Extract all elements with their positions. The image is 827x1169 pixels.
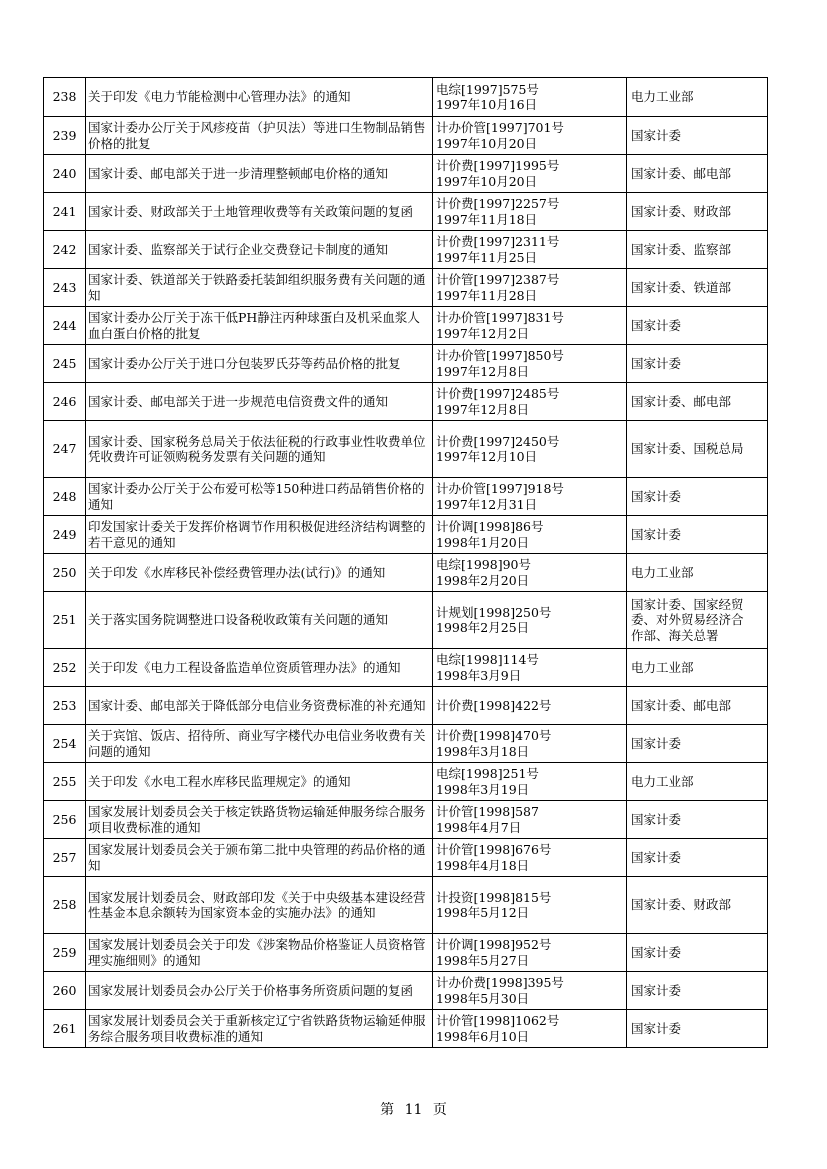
document-number: 计价费[1998]422号: [436, 697, 552, 713]
table-row: [44, 934, 768, 972]
table-row: [44, 839, 768, 877]
document-number-cell: [433, 1010, 627, 1048]
row-number: 255: [44, 763, 86, 801]
issuing-authority-cell: [627, 155, 768, 193]
document-title: 关于印发《水库移民补偿经费管理办法(试行)》的通知: [86, 554, 433, 592]
table-row: [44, 193, 768, 231]
document-title: 关于印发《电力工程设备监造单位资质管理办法》的通知: [86, 649, 433, 687]
issuing-authority-cell: [627, 649, 768, 687]
issue-date: 1998年2月25日: [436, 620, 530, 635]
document-number-cell: [433, 516, 627, 554]
row-number: 245: [44, 345, 86, 383]
issuing-authority: 国家计委、邮电部: [631, 165, 732, 181]
issue-date: 1998年3月9日: [436, 667, 522, 683]
table-row: [44, 801, 768, 839]
issuing-authority: 国家计委: [631, 317, 682, 333]
document-number: 计价费[1997]2485号: [436, 386, 560, 401]
issuing-authority: 国家计委: [631, 735, 682, 751]
issuing-authority-cell: [627, 687, 768, 725]
document-number: 计价管[1998]1062号: [436, 1013, 560, 1028]
document-number: 计价费[1997]2257号: [436, 196, 560, 211]
document-number: 计投资[1998]815号: [436, 889, 552, 905]
page-label-prefix: 第: [380, 1102, 395, 1118]
issue-date: 1997年11月28日: [436, 287, 538, 303]
issuing-authority-cell: [627, 839, 768, 877]
table-row: [44, 877, 768, 934]
document-number-cell: [433, 421, 627, 478]
document-number: 计办价管[1997]831号: [436, 310, 564, 325]
issue-date: 1997年10月20日: [436, 135, 538, 151]
issuing-authority-cell: [627, 117, 768, 155]
row-number: 242: [44, 231, 86, 269]
issuing-authority: 国家计委、铁道部: [631, 279, 732, 295]
row-number: 261: [44, 1010, 86, 1048]
issuing-authority-cell: [627, 1010, 768, 1048]
document-title: 国家计委、邮电部关于进一步规范电信资费文件的通知: [86, 383, 433, 421]
issuing-authority-cell: [627, 554, 768, 592]
row-number: 244: [44, 307, 86, 345]
document-title: 关于印发《水电工程水库移民监理规定》的通知: [86, 763, 433, 801]
issuing-authority: 电力工业部: [631, 659, 694, 675]
document-number: 计价管[1997]2387号: [436, 272, 560, 287]
document-number: 电综[1998]251号: [436, 766, 539, 781]
document-table: [43, 77, 768, 1048]
issue-date: 1997年12月31日: [436, 496, 538, 512]
document-number-cell: [433, 839, 627, 877]
issue-date: 1997年12月2日: [436, 325, 530, 341]
issue-date: 1998年4月7日: [436, 819, 522, 835]
row-number: 248: [44, 478, 86, 516]
row-number: 257: [44, 839, 86, 877]
issue-date: 1997年10月16日: [436, 97, 538, 112]
document-number: 计价管[1998]587: [436, 804, 539, 819]
issuing-authority: 国家计委: [631, 355, 682, 371]
issuing-authority: 国家计委: [631, 849, 682, 865]
table-row: [44, 155, 768, 193]
document-title: 关于落实国务院调整进口设备税收政策有关问题的通知: [86, 592, 433, 649]
document-number-cell: [433, 592, 627, 649]
table-row: [44, 307, 768, 345]
document-number-cell: [433, 78, 627, 117]
issuing-authority-cell: [627, 725, 768, 763]
issuing-authority-cell: [627, 383, 768, 421]
issuing-authority-cell: [627, 934, 768, 972]
table-row: [44, 763, 768, 801]
document-number-cell: [433, 193, 627, 231]
issuing-authority: 电力工业部: [631, 773, 694, 789]
document-number-cell: [433, 155, 627, 193]
document-number: 电综[1997]575号: [436, 81, 539, 97]
issue-date: 1998年3月18日: [436, 743, 530, 759]
issue-date: 1998年4月18日: [436, 857, 530, 873]
issue-date: 1998年5月12日: [436, 905, 530, 920]
document-number: 计办价管[1997]701号: [436, 120, 564, 135]
issuing-authority-cell: [627, 801, 768, 839]
issuing-authority-cell: [627, 592, 768, 649]
document-title: 国家计委办公厅关于公布爱可松等150种进口药品销售价格的通知: [86, 478, 433, 516]
issuing-authority: 国家计委: [631, 526, 682, 542]
issuing-authority: 国家计委: [631, 982, 682, 998]
row-number: 256: [44, 801, 86, 839]
table-row: [44, 1010, 768, 1048]
document-number: 计价费[1997]2311号: [436, 234, 560, 249]
document-number: 计规划[1998]250号: [436, 604, 552, 620]
table-row: [44, 231, 768, 269]
table-row: [44, 78, 768, 117]
row-number: 251: [44, 592, 86, 649]
document-number: 计价费[1997]2450号: [436, 433, 560, 449]
row-number: 253: [44, 687, 86, 725]
document-number-cell: [433, 383, 627, 421]
page-footer: [0, 1099, 827, 1119]
row-number: 239: [44, 117, 86, 155]
document-number-cell: [433, 725, 627, 763]
document-number-cell: [433, 554, 627, 592]
issue-date: 1998年1月20日: [436, 534, 530, 550]
issuing-authority: 国家计委、财政部: [631, 897, 732, 913]
document-number: 计价费[1997]1995号: [436, 158, 560, 173]
document-number-cell: [433, 934, 627, 972]
issue-date: 1997年12月8日: [436, 401, 530, 417]
issuing-authority: 国家计委、国家经贸: [631, 596, 744, 612]
document-number-cell: [433, 117, 627, 155]
issuing-authority: 国家计委: [631, 811, 682, 827]
table-row: [44, 592, 768, 649]
document-title: 国家计委、邮电部关于进一步清理整顿邮电价格的通知: [86, 155, 433, 193]
document-title: 国家计委、铁道部关于铁路委托装卸组织服务费有关问题的通知: [86, 269, 433, 307]
row-number: 247: [44, 421, 86, 478]
row-number: 246: [44, 383, 86, 421]
issuing-authority: 国家计委、国税总局: [631, 441, 744, 457]
issuing-authority-cell: [627, 78, 768, 117]
row-number: 254: [44, 725, 86, 763]
issuing-authority-cell: [627, 193, 768, 231]
issuing-authority: 国家计委: [631, 1020, 682, 1036]
issue-date: 1997年10月20日: [436, 173, 538, 189]
issuing-authority-cell: [627, 877, 768, 934]
document-title: 国家发展计划委员会关于重新核定辽宁省铁路货物运输延伸服务综合服务项目收费标准的通知: [86, 1010, 433, 1048]
document-title: 关于印发《电力节能检测中心管理办法》的通知: [86, 78, 433, 117]
issue-date: 1997年11月25日: [436, 249, 538, 265]
document-title: 国家计委、监察部关于试行企业交费登记卡制度的通知: [86, 231, 433, 269]
document-number-cell: [433, 231, 627, 269]
issue-date: 1998年2月20日: [436, 572, 530, 588]
document-number: 计办价管[1997]918号: [436, 481, 564, 496]
issuing-authority-cell: [627, 269, 768, 307]
row-number: 258: [44, 877, 86, 934]
page-number: 11: [404, 1102, 423, 1118]
issuing-authority-cell: [627, 478, 768, 516]
row-number: 249: [44, 516, 86, 554]
table-row: [44, 972, 768, 1010]
document-title: 国家计委办公厅关于进口分包装罗氏芬等药品价格的批复: [86, 345, 433, 383]
document-title: 国家计委办公厅关于冻干低PH静注丙种球蛋白及机采血浆人血白蛋白价格的批复: [86, 307, 433, 345]
issue-date: 1998年5月27日: [436, 952, 530, 968]
document-number-cell: [433, 687, 627, 725]
document-title: 国家发展计划委员会办公厅关于价格事务所资质问题的复函: [86, 972, 433, 1010]
issuing-authority-cell: [627, 763, 768, 801]
issuing-authority: 国家计委、邮电部: [631, 697, 732, 713]
document-number: 计办价费[1998]395号: [436, 975, 564, 990]
document-number: 计价管[1998]676号: [436, 842, 552, 857]
document-title: 国家计委、国家税务总局关于依法征税的行政事业性收费单位凭收费许可证领购税务发票有关问题的通知: [86, 421, 433, 478]
document-number-cell: [433, 877, 627, 934]
table-row: [44, 383, 768, 421]
table-row: [44, 117, 768, 155]
document-number-cell: [433, 269, 627, 307]
document-title: 印发国家计委关于发挥价格调节作用积极促进经济结构调整的若干意见的通知: [86, 516, 433, 554]
document-number-cell: [433, 763, 627, 801]
table-row: [44, 687, 768, 725]
document-number-cell: [433, 478, 627, 516]
issue-date: 1998年6月10日: [436, 1028, 530, 1044]
document-title: 国家发展计划委员会关于颁布第二批中央管理的药品价格的通知: [86, 839, 433, 877]
document-number-cell: [433, 307, 627, 345]
issuing-authority-cell: [627, 345, 768, 383]
document-title: 国家发展计划委员会关于核定铁路货物运输延伸服务综合服务项目收费标准的通知: [86, 801, 433, 839]
issuing-authority: 作部、海关总署: [631, 627, 719, 643]
document-number-cell: [433, 972, 627, 1010]
document-title: 国家计委办公厅关于风疹疫苗（护贝法）等进口生物制品销售价格的批复: [86, 117, 433, 155]
issue-date: 1998年3月19日: [436, 781, 530, 797]
row-number: 252: [44, 649, 86, 687]
issue-date: 1998年5月30日: [436, 990, 530, 1006]
table-row: [44, 725, 768, 763]
document-number: 电综[1998]90号: [436, 557, 531, 572]
issuing-authority: 电力工业部: [631, 89, 694, 105]
issuing-authority: 国家计委: [631, 488, 682, 504]
document-number: 计价费[1998]470号: [436, 728, 552, 743]
issuing-authority-cell: [627, 516, 768, 554]
row-number: 250: [44, 554, 86, 592]
row-number: 238: [44, 78, 86, 117]
document-number: 电综[1998]114号: [436, 652, 539, 667]
issuing-authority: 电力工业部: [631, 564, 694, 580]
document-number: 计价调[1998]952号: [436, 937, 552, 952]
issuing-authority-cell: [627, 421, 768, 478]
issuing-authority-cell: [627, 231, 768, 269]
document-title: 国家计委、财政部关于土地管理收费等有关政策问题的复函: [86, 193, 433, 231]
document-title: 国家发展计划委员会关于印发《涉案物品价格鉴证人员资格管理实施细则》的通知: [86, 934, 433, 972]
document-number-cell: [433, 801, 627, 839]
table-row: [44, 554, 768, 592]
issuing-authority: 国家计委、监察部: [631, 241, 732, 257]
document-number-cell: [433, 345, 627, 383]
table-row: [44, 421, 768, 478]
document-title: 关于宾馆、饭店、招待所、商业写字楼代办电信业务收费有关问题的通知: [86, 725, 433, 763]
document-title: 国家发展计划委员会、财政部印发《关于中央级基本建设经营性基金本息余额转为国家资本金的实施办法》的通知: [86, 877, 433, 934]
issue-date: 1997年11月18日: [436, 211, 538, 227]
table-body: [44, 78, 768, 1048]
table-row: [44, 478, 768, 516]
row-number: 241: [44, 193, 86, 231]
row-number: 240: [44, 155, 86, 193]
row-number: 243: [44, 269, 86, 307]
table-row: [44, 649, 768, 687]
table-row: [44, 269, 768, 307]
issue-date: 1997年12月8日: [436, 363, 530, 379]
issuing-authority-cell: [627, 972, 768, 1010]
table-row: [44, 516, 768, 554]
row-number: 259: [44, 934, 86, 972]
issuing-authority: 国家计委、财政部: [631, 203, 732, 219]
issuing-authority: 国家计委: [631, 127, 682, 143]
document-number-cell: [433, 649, 627, 687]
document-number: 计价调[1998]86号: [436, 519, 544, 534]
issuing-authority: 国家计委: [631, 944, 682, 960]
document-number: 计办价管[1997]850号: [436, 348, 564, 363]
issuing-authority-cell: [627, 307, 768, 345]
page-label-suffix: 页: [432, 1102, 447, 1118]
row-number: 260: [44, 972, 86, 1010]
document-title: 国家计委、邮电部关于降低部分电信业务资费标准的补充通知: [86, 687, 433, 725]
issue-date: 1997年12月10日: [436, 449, 538, 464]
issuing-authority: 国家计委、邮电部: [631, 393, 732, 409]
table-row: [44, 345, 768, 383]
issuing-authority: 委、对外贸易经济合: [631, 612, 744, 628]
